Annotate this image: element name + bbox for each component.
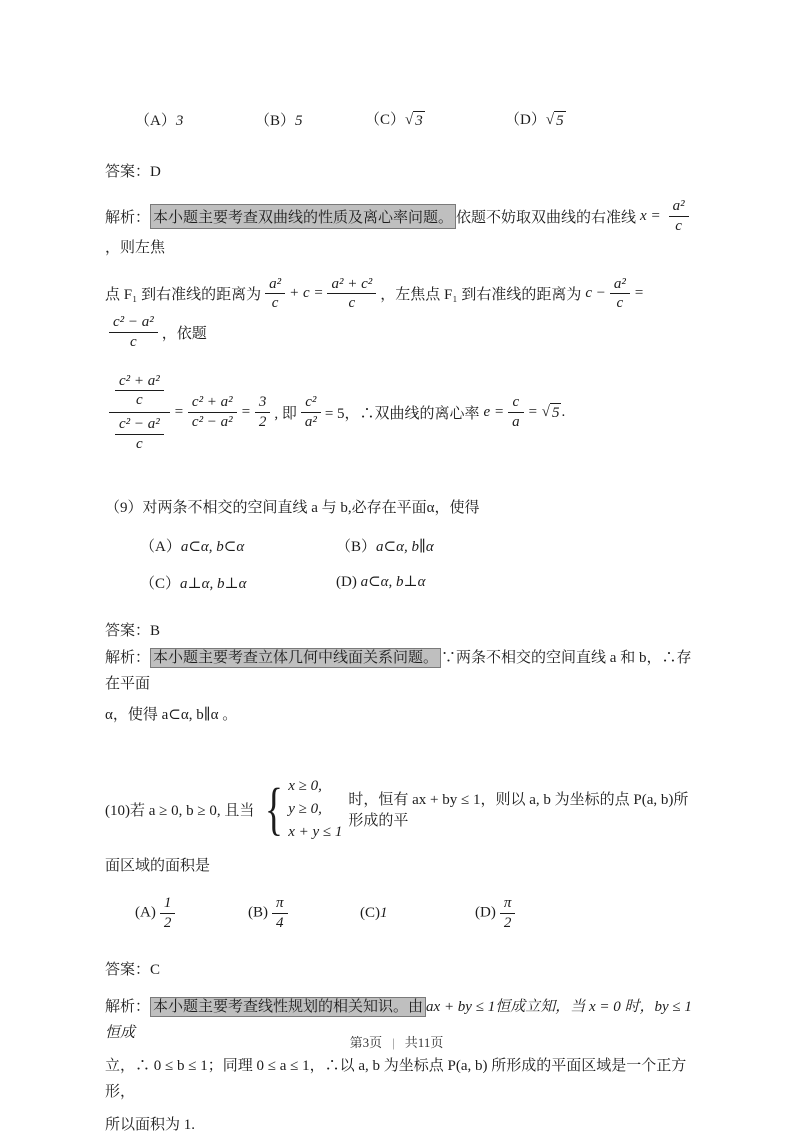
highlight-box: 本小题主要考查立体几何中线面关系问题。 [150, 648, 441, 668]
denominator: c [109, 332, 158, 352]
sqrt-expression [542, 403, 562, 422]
q9-option-c [140, 572, 336, 593]
denominator: 2 [500, 913, 516, 933]
option-label: (B) [248, 904, 268, 921]
q10-stem [105, 775, 693, 845]
highlight-box: 本小题主要考查双曲线的性质及离心率问题。 [150, 204, 456, 229]
text-run: 依题不妨取双曲线的右准线 [456, 209, 637, 226]
denominator: c [610, 293, 630, 313]
fraction [115, 372, 164, 411]
radicand: 5 [551, 405, 560, 422]
question-text: 时，恒有 ax + by ≤ 1，则以 a, b 为坐标的点 P(a, b)所形成的平 [348, 792, 689, 830]
radical-icon: √ [405, 112, 414, 129]
text-run: = 5，∴双曲线的离心率 [324, 406, 480, 423]
q10-options-row [105, 894, 693, 933]
option-label: (D) [475, 904, 496, 921]
denominator: c [327, 293, 376, 313]
radicand: 5 [556, 113, 564, 130]
option-label: （C） [365, 112, 406, 128]
math-run: c − [585, 285, 606, 302]
text-run: ∵两条不相交的空间直线 a 和 b，∴存在平面 [105, 650, 692, 692]
sqrt-expression [405, 111, 425, 130]
answer-text: 答案：C [105, 962, 161, 979]
denominator: a² [301, 412, 321, 432]
option-label: (A) [135, 904, 156, 921]
q10-analysis-line-2 [105, 1054, 693, 1105]
denominator: 2 [160, 913, 176, 933]
fraction [115, 415, 164, 454]
text-run: , 即 [274, 406, 297, 423]
numerator: a² [613, 275, 626, 292]
numerator: a² [269, 275, 282, 292]
option-label: （B） [255, 112, 296, 129]
denominator: c [115, 434, 164, 454]
numerator [109, 370, 170, 413]
q9-option-a [140, 535, 336, 556]
numerator: c² + a² [191, 394, 233, 411]
q8-analysis-line-1 [105, 197, 693, 257]
page-total: 共11页 [404, 1035, 444, 1050]
q9-stem [105, 496, 693, 522]
q9-option-d [336, 572, 426, 593]
sqrt-expression [546, 111, 566, 130]
analysis-label: 解析： [105, 650, 151, 667]
text-run: α，使得 a⊂α, b∥α 。 [105, 707, 238, 724]
numerator: c [512, 394, 520, 411]
math-run: x = [640, 207, 661, 224]
math-run: e = [483, 404, 505, 421]
math-run: = [527, 404, 538, 421]
option-label: (C) [360, 904, 380, 921]
option-label: （C） [140, 576, 181, 593]
text-run: 立，∴ 0 ≤ b ≤ 1；同理 0 ≤ a ≤ 1，∴以 a, b 为坐标点 P(a, b) 所形成的平面区域是一个正方形， [105, 1058, 687, 1100]
fraction [188, 393, 237, 432]
denominator: 2 [255, 412, 271, 432]
q8-analysis-line-3 [105, 370, 693, 456]
text-run: ，则左焦 [105, 239, 166, 256]
fraction [508, 393, 524, 432]
question-text: （9）对两条不相交的空间直线 a 与 b,必存在平面α，使得 [105, 499, 480, 516]
page-footer [0, 1032, 793, 1051]
denominator: c [669, 216, 689, 236]
q8-options-row [105, 108, 693, 130]
q10-option-c [360, 905, 475, 922]
option-label: （A） [135, 112, 176, 129]
page-number: 第3页 [349, 1035, 383, 1050]
option-label: （B） [336, 539, 377, 556]
denominator: a [508, 412, 524, 432]
q8-answer [105, 160, 693, 181]
text-run: 点 F₁ 到右准线的距离为 [105, 287, 262, 304]
radicand: 3 [415, 113, 423, 130]
option-value: 3 [175, 112, 184, 129]
fraction [301, 393, 321, 432]
q10-analysis-line-3 [105, 1113, 693, 1139]
denominator: c [115, 390, 164, 410]
question-text: 面区域的面积是 [105, 858, 211, 875]
radical-icon: √ [545, 112, 555, 129]
case-line: y ≥ 0, [288, 800, 322, 817]
option-value: 5 [295, 112, 303, 129]
numerator: π [503, 894, 512, 911]
numerator: c² + a² [119, 372, 160, 389]
q9-option-b [336, 535, 434, 556]
q9-analysis-line-2 [105, 703, 693, 729]
fraction [272, 894, 288, 933]
answer-text: 答案：B [105, 623, 161, 640]
left-brace-icon: { [265, 776, 284, 842]
option-label: （A） [140, 539, 181, 556]
text-run: 所以面积为 1. [105, 1117, 196, 1134]
option-expression: a⊥α, b⊥α [180, 576, 247, 593]
math-run: = [633, 285, 644, 302]
q10-option-b [248, 894, 360, 933]
denominator: 4 [272, 913, 288, 933]
answer-text: 答案：D [105, 164, 161, 181]
denominator: c [265, 293, 285, 313]
inequality-system [260, 775, 342, 845]
option-label: （D） [505, 112, 546, 128]
math-run: + c = [289, 285, 324, 302]
case-line: x + y ≤ 1 [288, 824, 343, 841]
fraction [669, 197, 689, 236]
option-expression: a⊂α, b∥α [376, 539, 434, 556]
q10-option-d [475, 894, 519, 933]
q8-option-b [255, 109, 365, 130]
numerator: c² − a² [113, 314, 154, 331]
text-run: ，依题 [161, 325, 207, 342]
numerator: π [276, 894, 284, 911]
q8-analysis-line-2 [105, 275, 693, 352]
q9-analysis-line-1 [105, 646, 693, 697]
math-run: ax + by ≤ 1恒成立知，当 x = 0 时，by ≤ 1恒成 [105, 999, 692, 1041]
nested-fraction [109, 370, 170, 456]
question-text: (10)若 a ≥ 0, b ≥ 0, 且当 [105, 802, 255, 819]
q10-option-a [135, 894, 248, 933]
option-expression: a⊂α, b⊥α [360, 574, 426, 591]
analysis-label: 解析： [105, 999, 151, 1016]
q9-options-row-1 [105, 535, 693, 556]
fraction [109, 313, 158, 352]
fraction [500, 894, 516, 933]
numerator: c² − a² [119, 416, 160, 433]
numerator: 3 [258, 394, 267, 411]
numerator: a² + c² [331, 275, 373, 292]
q10-stem-continued [105, 854, 693, 880]
q9-answer [105, 619, 693, 640]
math-run: = [173, 404, 184, 421]
denominator [109, 412, 170, 456]
numerator: 1 [163, 894, 172, 911]
q8-option-c [365, 108, 505, 130]
option-expression: a⊂α, b⊂α [180, 539, 245, 556]
option-label: (D) [336, 574, 357, 591]
text-run: . [561, 404, 566, 421]
q9-options-row-2 [105, 572, 693, 593]
numerator: a² [672, 198, 685, 215]
fraction [160, 894, 176, 933]
analysis-label: 解析： [105, 209, 151, 226]
fraction [327, 275, 376, 314]
q10-answer [105, 958, 693, 979]
q8-option-a [135, 109, 255, 130]
case-line: x ≥ 0, [288, 777, 322, 794]
radical-icon: √ [541, 404, 550, 421]
math-run: = [240, 404, 251, 421]
text-run: ，左焦点 F₁ 到右准线的距离为 [380, 287, 582, 304]
fraction [610, 275, 630, 314]
case-lines [288, 775, 342, 845]
option-value: 1 [380, 904, 388, 921]
highlight-box: 本小题主要考查线性规划的相关知识。由 [150, 997, 426, 1017]
fraction [265, 275, 285, 314]
fraction [255, 393, 271, 432]
denominator: c² − a² [188, 412, 237, 432]
numerator: c² [305, 394, 317, 411]
footer-divider: | [392, 1035, 395, 1050]
q8-option-d [505, 108, 566, 130]
